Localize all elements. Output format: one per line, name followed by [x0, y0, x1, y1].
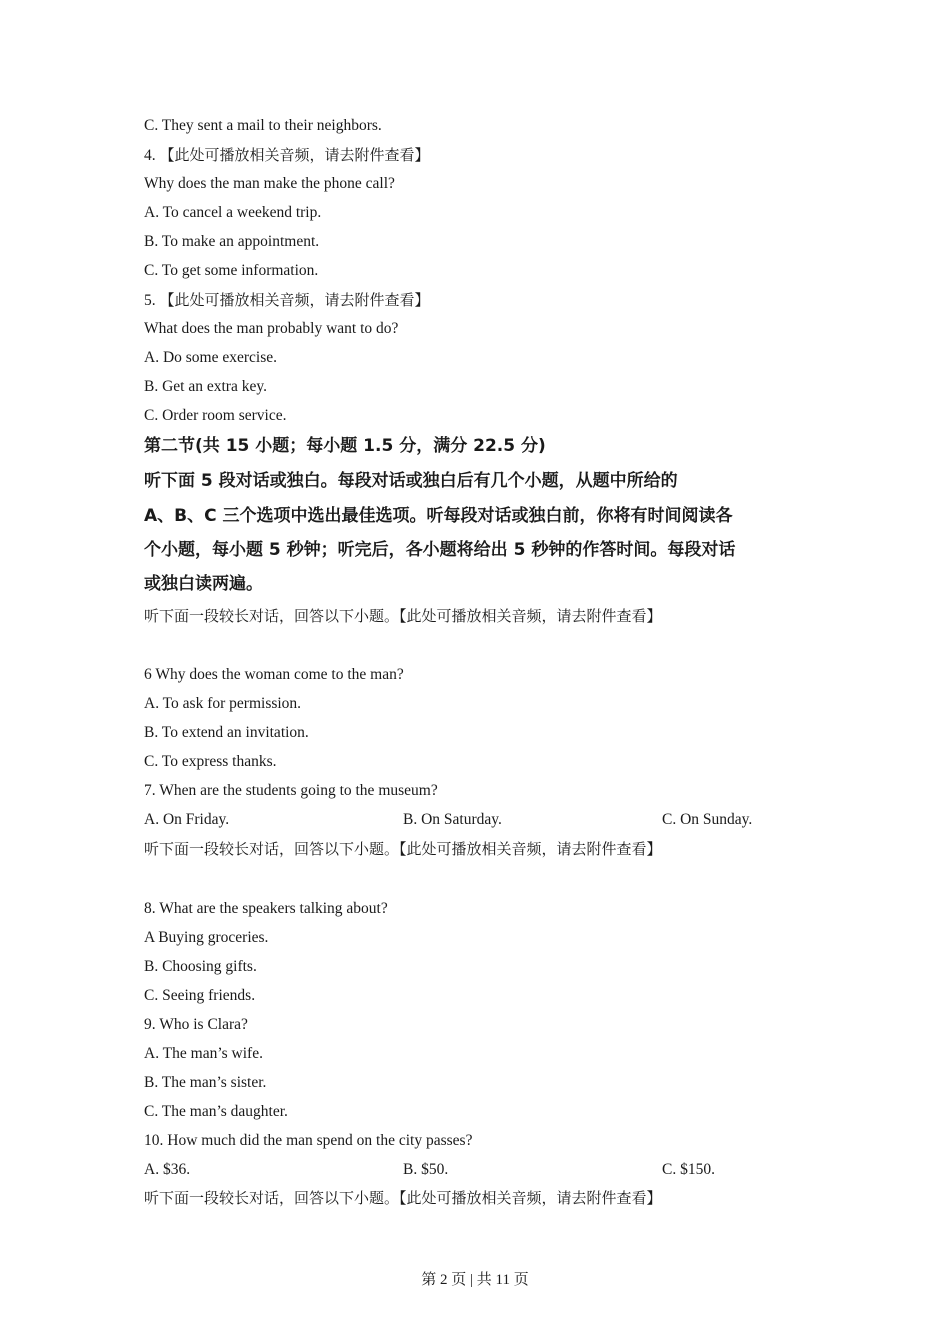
- q5-prefix: 5.: [144, 292, 160, 309]
- q8-option-c: C. Seeing friends.: [144, 987, 256, 1004]
- q9-option-b: B. The man’s sister.: [144, 1074, 267, 1091]
- page-footer: 第 2 页 | 共 11 页: [421, 1272, 529, 1288]
- listen-audio-note: 【此处可播放相关音频，请去附件查看】: [399, 607, 662, 625]
- q7-option-c: C. On Sunday.: [662, 811, 753, 828]
- listen-audio-note: 【此处可播放相关音频，请去附件查看】: [399, 1189, 662, 1207]
- listen-prompt-1: [144, 606, 662, 626]
- q7-option-a: A. On Friday.: [144, 811, 230, 828]
- q6-option-a: A. To ask for permission.: [144, 695, 302, 712]
- q5-question: What does the man probably want to do?: [144, 320, 399, 337]
- section2-instruction-1: 听下面 5 段对话或独白。每段对话或独白后有几个小题，从题中所给的: [144, 471, 678, 491]
- q4-audio-note: 【此处可播放相关音频，请去附件查看】: [159, 146, 430, 164]
- q10-option-b: B. $50.: [403, 1161, 449, 1178]
- q4-option-a: A. To cancel a weekend trip.: [144, 204, 322, 221]
- q6-question: 6 Why does the woman come to the man?: [144, 666, 404, 683]
- q8-option-a: A Buying groceries.: [144, 929, 269, 946]
- q10-question: 10. How much did the man spend on the city passes?: [144, 1132, 473, 1149]
- q4-question: Why does the man make the phone call?: [144, 175, 395, 192]
- q5-option-c: C. Order room service.: [144, 407, 287, 424]
- q9-option-c: C. The man’s daughter.: [144, 1103, 288, 1120]
- q4-option-c: C. To get some information.: [144, 262, 319, 279]
- q10-option-c: C. $150.: [662, 1161, 715, 1178]
- q8-option-b: B. Choosing gifts.: [144, 958, 257, 975]
- listen-prompt-text: 听下面一段较长对话，回答以下小题。: [144, 607, 400, 625]
- q5-number: [144, 290, 430, 311]
- section2-title: 第二节(共 15 小题；每小题 1.5 分，满分 22.5 分): [144, 436, 546, 456]
- q5-option-b: B. Get an extra key.: [144, 378, 267, 395]
- section2-instruction-2: A、B、C 三个选项中选出最佳选项。听每段对话或独白前，你将有时间阅读各: [144, 506, 733, 526]
- q9-option-a: A. The man’s wife.: [144, 1045, 263, 1062]
- q4-option-b: B. To make an appointment.: [144, 233, 320, 250]
- listen-prompt-text: 听下面一段较长对话，回答以下小题。: [144, 840, 400, 858]
- q6-option-c: C. To express thanks.: [144, 753, 277, 770]
- q5-audio-note: 【此处可播放相关音频，请去附件查看】: [159, 291, 430, 309]
- section2-instruction-4: 或独白读两遍。: [144, 574, 263, 594]
- q4-number: [144, 145, 430, 166]
- q10-option-a: A. $36.: [144, 1161, 191, 1178]
- listen-prompt-2: [144, 839, 662, 859]
- q7-question: 7. When are the students going to the museum?: [144, 782, 438, 799]
- listen-prompt-text: 听下面一段较长对话，回答以下小题。: [144, 1189, 400, 1207]
- q3-option-c: C. They sent a mail to their neighbors.: [144, 117, 382, 134]
- q4-prefix: 4.: [144, 147, 160, 164]
- q8-question: 8. What are the speakers talking about?: [144, 900, 388, 917]
- listen-prompt-3: [144, 1188, 662, 1208]
- q5-option-a: A. Do some exercise.: [144, 349, 277, 366]
- q7-option-b: B. On Saturday.: [403, 811, 502, 828]
- q6-option-b: B. To extend an invitation.: [144, 724, 309, 741]
- section2-instruction-3: 个小题，每小题 5 秒钟；听完后，各小题将给出 5 秒钟的作答时间。每段对话: [144, 540, 736, 560]
- q9-question: 9. Who is Clara?: [144, 1016, 248, 1033]
- listen-audio-note: 【此处可播放相关音频，请去附件查看】: [399, 840, 662, 858]
